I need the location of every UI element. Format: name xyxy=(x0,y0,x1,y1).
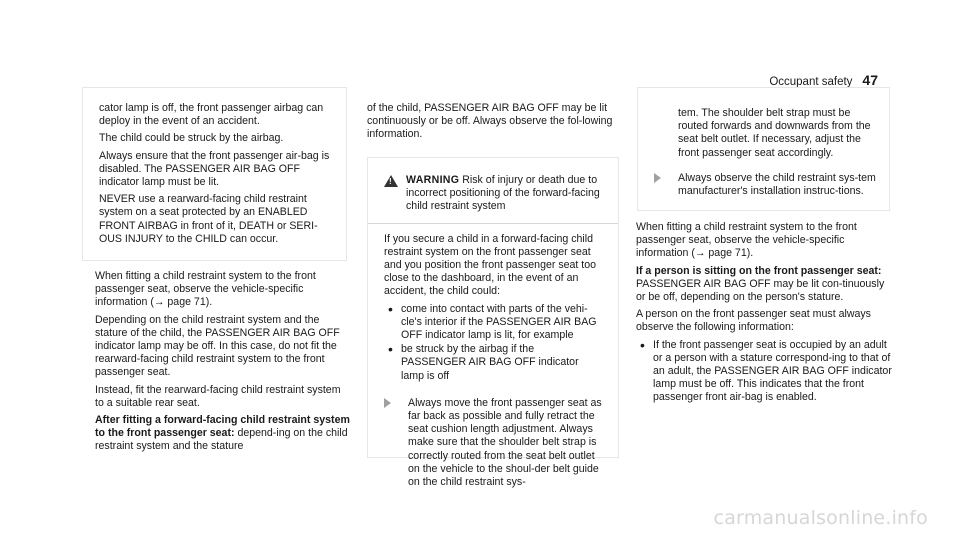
box-paragraph: Always ensure that the front passenger air-bag is disabled. The PASSENGER AIR BAG OFF indicator lamp must be lit. xyxy=(99,149,330,189)
paragraph: of the child, PASSENGER AIR BAG OFF may be lit continuously or be off. Always observe the fol-lowing information. xyxy=(367,102,613,141)
step-arrow-icon xyxy=(384,398,391,408)
page-number: 47 xyxy=(862,72,878,88)
step-text: Always move the front passenger seat as far back as possible and fully retract the seat cushion length adjustment. Always make sure that the shoulder belt strap is correctly routed from the seat belt outlet on the vehicle to the shoul-der belt guide on the child restraint sys- xyxy=(408,396,602,489)
paragraph: Depending on the child restraint system and the stature of the child, the PASSENGER AIR BAG OFF indicator lamp may be off. In this case, do not fit the rearward-facing child restraint system to the front passenger seat. xyxy=(95,313,340,379)
warning-triangle-icon xyxy=(384,175,398,187)
instruction-step xyxy=(368,397,618,489)
instruction-step-cont xyxy=(638,107,889,160)
warning-box-continued xyxy=(637,87,890,211)
paragraph xyxy=(95,414,350,454)
instruction-step xyxy=(638,172,889,198)
warning-header xyxy=(368,174,618,224)
step-text: Always observe the child restraint sys-tem manufacturer's installation instruc-tions. xyxy=(678,171,876,198)
column-3-text xyxy=(636,221,894,409)
warning-body xyxy=(368,224,618,383)
bold-lead: After fitting a forward-facing child restraint system to the front passenger seat: xyxy=(95,414,350,440)
step-text: tem. The shoulder belt strap must be routed forwards and downwards from the seat belt outlet. If necessary, adjust the front passenger seat accordingly. xyxy=(678,107,871,159)
column-2-intro xyxy=(367,102,625,146)
bullet-list xyxy=(636,339,894,405)
list-item: • If the front passenger seat is occupied by an adult or a person with a stature correspond-ing to that of an adult, the PASSENGER AIR BAG OFF indicator lamp must be off. This indicates that the front passenger front air-bag is enabled. xyxy=(636,339,894,405)
box-paragraph: cator lamp is off, the front passenger airbag can deploy in the event of an accident. xyxy=(99,102,324,128)
section-title: Occupant safety xyxy=(769,76,853,88)
paragraph xyxy=(636,265,894,305)
paragraph: When fitting a child restraint system to the front passenger seat, observe the vehicle-specific information (→ page 71). xyxy=(636,221,857,260)
warning-box-continued xyxy=(82,87,347,261)
warning-subtitle: Risk of injury or death due to incorrect positioning of the forward-facing child restraint system xyxy=(406,174,600,213)
box-paragraph: NEVER use a rearward-facing child restraint system on a seat protected by an ENABLED FRONT AIRBAG in front of it, DEATH or SERI-OUS INJURY to the CHILD can occur. xyxy=(99,193,318,245)
column-1-text xyxy=(95,270,350,458)
paragraph: A person on the front passenger seat must always observe the following information: xyxy=(636,308,871,334)
paragraph: If you secure a child in a forward-facing child restraint system on the front passenger seat and you position the front passenger seat too close to the dashboard, in the event of an accident, the child could: xyxy=(384,232,597,298)
warning-title: WARNING xyxy=(406,174,460,186)
box-paragraph: The child could be struck by the airbag. xyxy=(99,132,284,145)
paragraph-rest: depend-ing on the child restraint system and the stature xyxy=(95,427,348,453)
step-arrow-icon xyxy=(654,173,661,183)
list-item: • come into contact with parts of the vehi-cle's interior if the PASSENGER AIR BAG OFF indicator lamp is lit, for example xyxy=(384,303,602,343)
warning-box xyxy=(367,157,619,489)
paragraph-rest: PASSENGER AIR BAG OFF may be lit con-tinuously or be off, depending on the person's stature. xyxy=(636,277,885,304)
paragraph: When fitting a child restraint system to the front passenger seat, observe the vehicle-specific information (→ page 71). xyxy=(95,270,316,309)
watermark: carmanualsonline.info xyxy=(713,506,928,529)
bullet-list xyxy=(384,303,602,383)
bold-lead: If a person is sitting on the front passenger seat: xyxy=(636,264,882,277)
paragraph: Instead, fit the rearward-facing child restraint system to a suitable rear seat. xyxy=(95,383,341,409)
list-item: • be struck by the airbag if the PASSENGER AIR BAG OFF indicator lamp is off xyxy=(384,343,602,383)
